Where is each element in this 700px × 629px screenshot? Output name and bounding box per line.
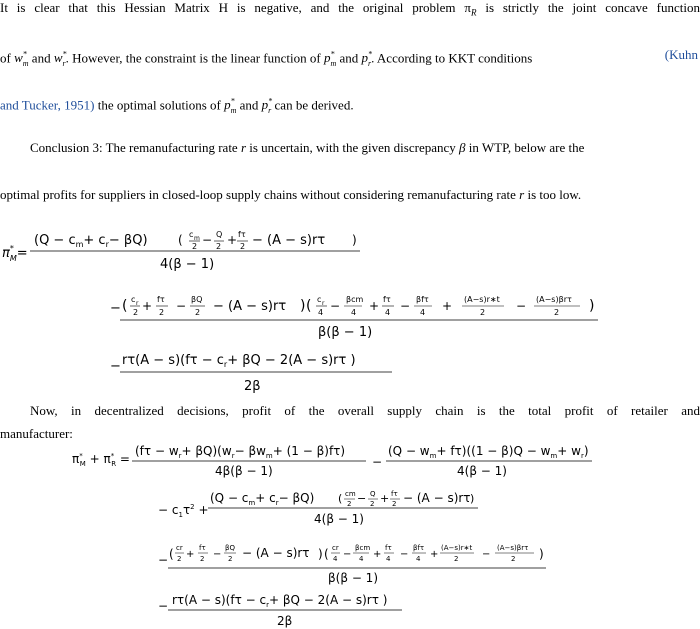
- eq1-term2-den: β(β − 1): [318, 325, 373, 340]
- eq1-t2-asrt: (A−s)r∗t: [464, 295, 500, 304]
- eq1-t2-minus1: −: [176, 299, 187, 313]
- eq2-lhs: π* M + π* R =: [72, 452, 130, 468]
- eq2-t4-pc1: ): [318, 547, 323, 561]
- conclusion-text-b: is uncertain, with the given discrepancy: [249, 140, 456, 155]
- para1-l2-e: . According to KKT conditions: [371, 50, 533, 66]
- eq2-t5-den: 2β: [277, 614, 293, 628]
- eq2-t1-den: 4β(β − 1): [215, 464, 273, 478]
- decentralized-line2: [0, 426, 700, 442]
- eq2-t3-paren: (: [338, 492, 343, 505]
- eq1-t2-plus1: +: [142, 299, 153, 313]
- eq2-t4-p1: (: [169, 547, 174, 561]
- eq2-t4-minus4: −: [482, 549, 491, 560]
- symbol-w-r-star: $w^*_r$: [53, 50, 67, 68]
- eq1-t2-ft: fτ: [157, 295, 165, 304]
- eq2-t3-plus: +: [380, 492, 390, 505]
- eq2-t4-ft: fτ: [199, 544, 206, 552]
- eq2-t3-pre: − $c_1\tau^2$ +: [158, 503, 209, 519]
- eq1-t2-4a: 4: [318, 308, 324, 317]
- eq2-t2-num: $(Q - w_m+ f\tau)((1 - \beta)Q - w_m+ w_r)$: [388, 444, 589, 460]
- decentralized-text-1: Now, in decentralized decisions, profit of the overall supply chain is the total profit of retailer and: [30, 403, 700, 418]
- eq2-t4-minus2: −: [343, 549, 352, 560]
- eq2-t4-asbrt: (A−s)βrτ: [497, 544, 529, 552]
- eq1-close-paren: ): [352, 233, 357, 247]
- para1-l3-a: the optimal solutions of: [97, 97, 221, 113]
- eq1-t2-plus2: +: [369, 299, 380, 313]
- eq1-t2-cr-sub: r: [136, 300, 139, 307]
- eq2-t3-pclose: ): [470, 492, 475, 505]
- eq2-t4-plus2: +: [373, 549, 382, 560]
- eq2-minus1: −: [372, 455, 383, 469]
- eq1-term1-frac-group: (: [178, 233, 183, 247]
- eq2-t4-4d: 4: [416, 555, 421, 563]
- symbol-r: r: [240, 140, 247, 155]
- para1-line1: [0, 0, 700, 21]
- eq2-t4-2a: 2: [177, 555, 182, 563]
- eq1-frac-2c: 2: [240, 242, 246, 251]
- para1-l2-b: and: [31, 50, 51, 66]
- eq2-t3-q: Q: [370, 490, 376, 498]
- eq1-t2-pclose1: ): [300, 298, 306, 314]
- decentralized-line1: [30, 403, 700, 419]
- para1-text-a: It is clear that this Hessian Matrix H is negative, and the original problem π: [0, 0, 471, 15]
- eq2-t3-2a: 2: [347, 500, 352, 508]
- symbol-beta: β: [459, 140, 466, 155]
- eq2-t4-bcm: βcm: [355, 544, 371, 552]
- eq1-plus-a: +: [227, 233, 238, 247]
- para1-line2: [0, 47, 700, 72]
- eq2-t3-den: 4(β − 1): [314, 512, 364, 526]
- eq1-frac-2a: 2: [192, 242, 198, 251]
- conclusion-line2: [0, 187, 700, 203]
- eq1-lhs: π* M=: [2, 244, 28, 263]
- eq2-t4-asrt: (A−s)r∗t: [441, 544, 473, 552]
- eq2-t4-minus3: −: [400, 549, 409, 560]
- eq1-frac-q: Q: [216, 230, 223, 239]
- eq1-term1-num: $(Q - c_m+ c_r- \beta Q)$: [34, 233, 148, 249]
- eq2-t3-minus: −: [357, 492, 367, 505]
- eq1-frac-ft: fτ: [238, 230, 246, 239]
- eq2-t4-num-a: − (A − s)rτ: [242, 546, 310, 560]
- symbol-p-r-star-2: $p^*_r$: [261, 97, 273, 115]
- eq1-t2-bcm: βcm: [346, 295, 364, 304]
- eq2-t3-2c: 2: [392, 500, 397, 508]
- eq2-t4-plus3: +: [430, 549, 439, 560]
- conclusion-text-e: is too low.: [527, 187, 582, 202]
- symbol-p-r-star: $p^*_r$: [361, 50, 373, 68]
- eq2-t4-4a: 4: [333, 555, 338, 563]
- citation-kuhn-tucker[interactable]: and Tucker, 1951): [0, 97, 95, 113]
- symbol-p-m-star-2: $p^*_m$: [224, 97, 237, 115]
- para1-l2-a: of: [0, 50, 11, 66]
- eq2-t4-pc2: ): [539, 547, 544, 561]
- eq2-t5-minus: −: [158, 599, 169, 613]
- symbol-w-m-star: $w^*_m$: [14, 50, 29, 68]
- eq1-term3-den: 2β: [244, 379, 261, 394]
- eq1-t2-cr2: c: [317, 295, 322, 304]
- symbol-r-2: r: [519, 187, 525, 202]
- eq2-t2-den: 4(β − 1): [457, 464, 507, 478]
- conclusion-text-c: in WTP, below are the: [468, 140, 585, 155]
- eq2-t4-minus: −: [158, 553, 169, 567]
- eq1-t2-2a: 2: [133, 308, 139, 317]
- eq1-term1-den: 4(β − 1): [160, 257, 215, 272]
- eq1-frac-2b: 2: [216, 242, 222, 251]
- eq2-t4-4c: 4: [386, 555, 391, 563]
- eq2-t4-ft2: fτ: [385, 544, 392, 552]
- eq2-t4-2c: 2: [228, 555, 233, 563]
- eq1-t2-asbrt: (A−s)βrτ: [536, 295, 572, 304]
- eq1-term2-paren-open: (: [122, 298, 128, 314]
- decentralized-text-2: manufacturer:: [0, 426, 73, 441]
- symbol-p-m-star: $p^*_m$: [323, 50, 337, 68]
- eq1-t2-2e: 2: [554, 308, 560, 317]
- eq1-minus-a: −: [202, 233, 213, 247]
- pi-r-subscript: R: [470, 7, 477, 18]
- eq1-term1-num-d: − (A − s)rτ: [252, 233, 326, 248]
- eq1-t2-minus3: −: [400, 299, 411, 313]
- eq2-t4-2b: 2: [200, 555, 205, 563]
- eq2-t4-den: β(β − 1): [328, 571, 378, 585]
- eq1-t2-2b: 2: [159, 308, 165, 317]
- eq1-t2-cr2-sub: r: [322, 300, 325, 307]
- eq2-t4-2d: 2: [454, 555, 459, 563]
- eq1-t2-num-a: − (A − s)rτ: [213, 299, 287, 314]
- eq1-t2-minus2: −: [330, 299, 341, 313]
- eq1-t2-4c: 4: [385, 308, 391, 317]
- eq1-t2-2c: 2: [195, 308, 201, 317]
- eq2-t4-cr: cr: [176, 544, 183, 552]
- eq2-t3-2b: 2: [370, 500, 375, 508]
- eq2-t4-4b: 4: [359, 555, 364, 563]
- eq1-t2-4b: 4: [351, 308, 357, 317]
- eq1-term3-minus: −: [110, 359, 121, 374]
- eq1-t2-minus4: −: [516, 299, 527, 313]
- eq1-t2-pclose2: ): [589, 298, 595, 314]
- para1-text-b: is strictly the joint concave function: [485, 0, 700, 15]
- eq1-frac-cm2: c: [189, 230, 194, 239]
- eq2-t5-num: $r\tau(A - s)(f\tau - c_r+ \beta Q - 2(A - s)r\tau$ ): [172, 593, 388, 609]
- citation-kuhn[interactable]: (Kuhn: [664, 47, 698, 62]
- eq1-term2-minus: −: [110, 301, 121, 316]
- eq2-t4-bq: βQ: [225, 544, 235, 552]
- eq2-t4-2e: 2: [511, 555, 516, 563]
- eq1-t2-popen2: (: [306, 298, 312, 314]
- eq2-t4-plus1: +: [186, 549, 195, 560]
- eq1-t2-2d: 2: [480, 308, 486, 317]
- para1-line3: [0, 94, 700, 119]
- conclusion-text-d: optimal profits for suppliers in closed-loop supply chains without considering remanufacturing rate: [0, 187, 516, 202]
- para1-l2-c: . However, the constraint is the linear function of: [65, 50, 321, 66]
- conclusion-line1: [30, 140, 700, 156]
- eq2-t3-num: $(Q - c_m+ c_r- \beta Q)$: [210, 491, 315, 507]
- eq2-t4-cr2: cr: [332, 544, 339, 552]
- eq1-frac-cm2-sub: m: [194, 235, 200, 242]
- eq1-t2-ft2: fτ: [383, 295, 391, 304]
- eq1-t2-4d: 4: [420, 308, 426, 317]
- eq2-t4-minus1: −: [213, 549, 222, 560]
- para1-l3-c: can be derived.: [274, 97, 354, 113]
- eq1-term3-num: $r\tau(A - s)(f\tau - c_r+ \beta Q - 2(A - s)r\tau$ ): [122, 353, 356, 369]
- eq1-t2-cr: c: [131, 295, 136, 304]
- para1-l2-d: and: [339, 50, 359, 66]
- eq1-t2-plus3: +: [442, 299, 453, 313]
- eq2-t4-bft: βfτ: [413, 544, 425, 552]
- eq2-t1-num: $(f\tau - w_r+ \beta Q)(w_r- \beta w_m+ (1 - \beta)f\tau)$: [135, 444, 346, 460]
- eq2-t3-cm: cm: [345, 490, 356, 498]
- eq2-t3-ft: fτ: [391, 490, 398, 498]
- eq2-t3-num-d: − (A − s)rτ: [403, 491, 471, 505]
- eq2-t4-po2: (: [324, 547, 329, 561]
- conclusion-text-a: Conclusion 3: The remanufacturing rate: [30, 140, 238, 155]
- para1-l3-b: and: [239, 97, 259, 113]
- eq1-t2-bft: βfτ: [416, 295, 429, 304]
- eq1-t2-bq: βQ: [191, 295, 203, 304]
